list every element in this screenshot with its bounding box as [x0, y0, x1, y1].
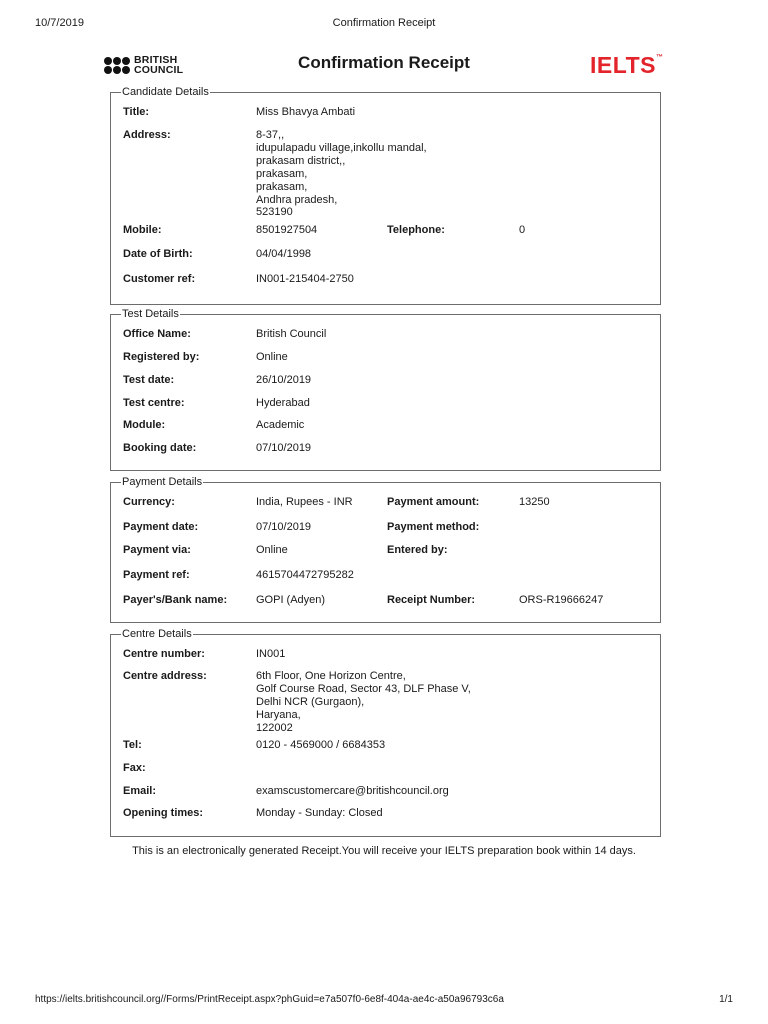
centre-fax-label: Fax: — [123, 762, 146, 774]
office-name-value: British Council — [256, 328, 327, 340]
candidate-details-legend: Candidate Details — [122, 86, 209, 98]
title-value: Miss Bhavya Ambati — [256, 106, 356, 118]
dob-value: 04/04/1998 — [256, 248, 312, 260]
payment-method-label: Payment method: — [387, 521, 480, 533]
centre-tel-value: 0120 - 4569000 / 6684353 — [256, 739, 386, 751]
page-title: Confirmation Receipt — [298, 53, 470, 72]
bc-logo-line1: BRITISH — [134, 54, 178, 66]
payment-via-value: Online — [256, 544, 288, 556]
opening-times-value: Monday - Sunday: Closed — [256, 807, 383, 819]
address-value: 8-37,, idupulapadu village,inkollu mandal, prakasam district,, prakasam, prakasam, Andhra pradesh, 523190 — [256, 129, 427, 219]
candidate-details-section — [110, 86, 661, 305]
centre-details-legend: Centre Details — [122, 628, 192, 640]
test-details-section — [110, 308, 661, 471]
centre-address-label: Centre address: — [123, 670, 207, 682]
print-page-count: 1/1 — [719, 994, 733, 1005]
ielts-logo-text: IELTS — [590, 52, 656, 78]
telephone-value: 0 — [519, 224, 526, 236]
currency-value: India, Rupees - INR — [256, 496, 353, 508]
address-label: Address: — [123, 129, 171, 141]
centre-email-value: examscustomercare@britishcouncil.org — [256, 785, 449, 797]
registered-by-value: Online — [256, 351, 288, 363]
payer-bank-value: GOPI (Adyen) — [256, 594, 326, 606]
payment-ref-value: 4615704472795282 — [256, 569, 354, 581]
bc-logo-line2: COUNCIL — [134, 64, 184, 76]
customer-ref-value: IN001-215404-2750 — [256, 273, 354, 285]
print-date: 10/7/2019 — [35, 17, 84, 29]
test-date-value: 26/10/2019 — [256, 374, 312, 386]
centre-number-label: Centre number: — [123, 648, 205, 660]
payment-details-legend: Payment Details — [122, 476, 203, 488]
centre-address-value: 6th Floor, One Horizon Centre, Golf Course Road, Sector 43, DLF Phase V, Delhi NCR (Gurgaon), Haryana, 122002 — [256, 670, 471, 734]
title-label: Title: — [123, 106, 150, 118]
booking-date-value: 07/10/2019 — [256, 442, 312, 454]
payment-details-section — [110, 476, 661, 623]
ielts-logo — [590, 52, 663, 79]
module-label: Module: — [123, 419, 166, 431]
opening-times-label: Opening times: — [123, 807, 204, 819]
receipt-number-label: Receipt Number: — [387, 594, 476, 606]
receipt-footer-note: This is an electronically generated Receipt.You will receive your IELTS preparation book within 14 days. — [132, 845, 636, 857]
test-details-legend: Test Details — [122, 308, 179, 320]
payment-amount-value: 13250 — [519, 496, 550, 508]
ielts-trademark: ™ — [655, 54, 664, 61]
payment-date-label: Payment date: — [123, 521, 199, 533]
centre-number-value: IN001 — [256, 648, 286, 660]
payer-bank-label: Payer's/Bank name: — [123, 594, 228, 606]
payment-amount-label: Payment amount: — [387, 496, 480, 508]
office-name-label: Office Name: — [123, 328, 191, 340]
mobile-value: 8501927504 — [256, 224, 318, 236]
booking-date-label: Booking date: — [123, 442, 197, 454]
receipt-number-value: ORS-R19666247 — [519, 594, 604, 606]
currency-label: Currency: — [123, 496, 175, 508]
test-centre-label: Test centre: — [123, 397, 185, 409]
module-value: Academic — [256, 419, 305, 431]
centre-tel-label: Tel: — [123, 739, 142, 751]
mobile-label: Mobile: — [123, 224, 162, 236]
test-centre-value: Hyderabad — [256, 397, 310, 409]
payment-ref-label: Payment ref: — [123, 569, 190, 581]
test-date-label: Test date: — [123, 374, 175, 386]
entered-by-label: Entered by: — [387, 544, 448, 556]
centre-email-label: Email: — [123, 785, 157, 797]
customer-ref-label: Customer ref: — [123, 273, 196, 285]
centre-details-section — [110, 628, 661, 837]
dob-label: Date of Birth: — [123, 248, 193, 260]
telephone-label: Telephone: — [387, 224, 445, 236]
payment-date-value: 07/10/2019 — [256, 521, 312, 533]
print-url: https://ielts.britishcouncil.org//Forms/PrintReceipt.aspx?phGuid=e7a507f0-6e8f-404a-ae4c-a50a96793c6a — [35, 994, 504, 1005]
payment-via-label: Payment via: — [123, 544, 191, 556]
print-page-title: Confirmation Receipt — [332, 17, 436, 29]
registered-by-label: Registered by: — [123, 351, 200, 363]
